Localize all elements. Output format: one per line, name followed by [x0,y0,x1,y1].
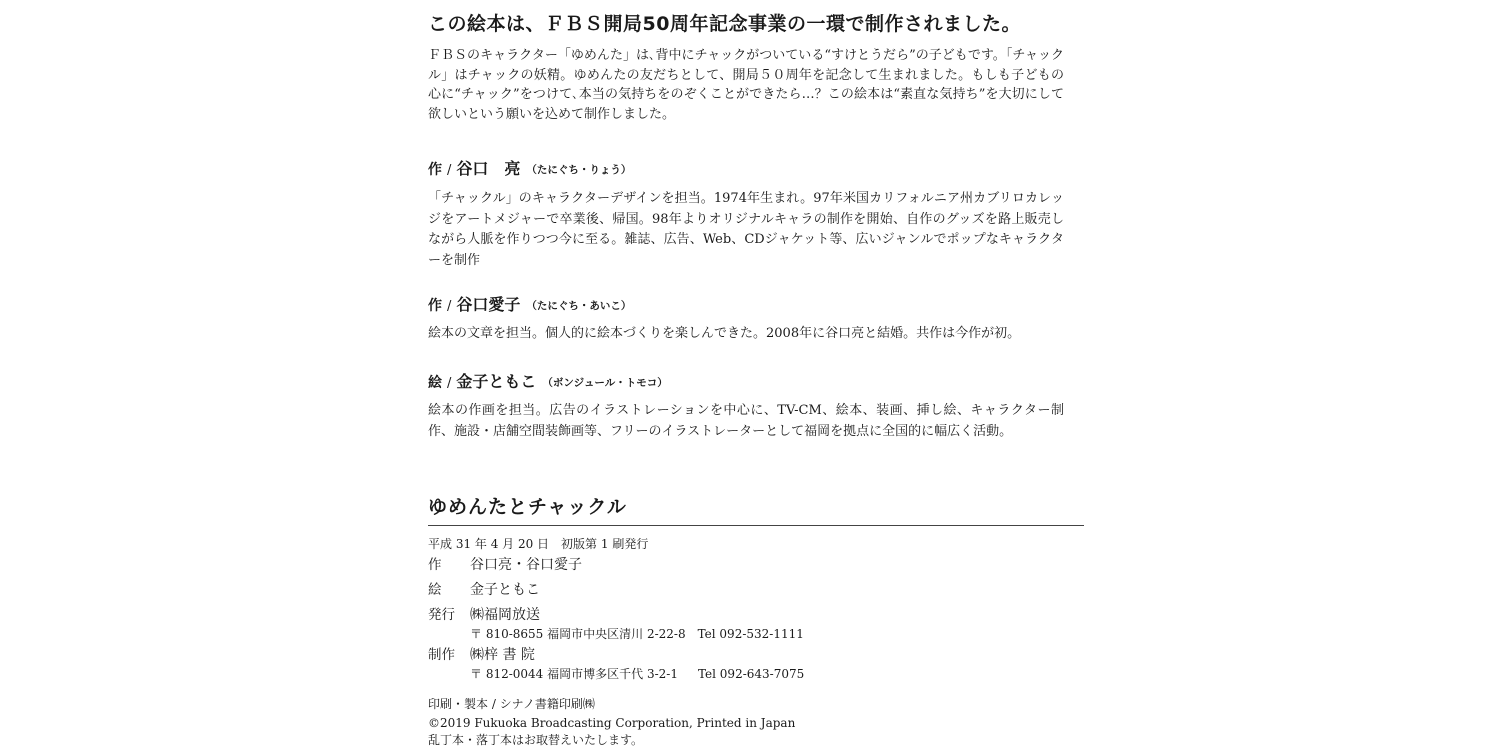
colophon-author-label: 作 [428,557,442,573]
credit-role: 絵 [428,375,442,391]
credit-bio-author-1: 「チャックル」のキャラクターデザインを担当。1974年生まれ。97年米国カリフォルニア州カブリロカレッジをアートメジャーで卒業後、帰国。98年よりオリジナルキャラの制作を開始、自作のグッズを路上販売しながら人脈を作りつつ今に至る。雑誌、広告、Web、CDジャケット等、広いジャンルでポップなキャラクターを制作 [428,191,1064,268]
intro-paragraph: ＦＢＳのキャラクター「ゆめんた」は､背中にチャックがついている“すけとうだら”の子どもです。「チャックル」はチャックの妖精。ゆめんたの友だちとして、開局５０周年を記念して生まれました。もしも子どもの心に“チャック”をつけて､本当の気持ちをのぞくことができたら…？この絵本は“素直な気持ち”を大切にして欲しいという願いを込めて制作しました。 [428,48,1064,122]
colophon-author-value: 谷口亮・谷口愛子 [470,557,582,573]
colophon-publisher-address-row [470,626,804,642]
credit-slash: / [447,163,452,178]
colophon-publisher-address: 〒 810-8655 福岡市中央区清川 2-22-8 [470,627,686,641]
credit-heading-author-1 [428,158,1084,182]
credit-bio-illustrator: 絵本の作画を担当。広告のイラストレーションを中心に、TV-CM、絵本、装画、挿し絵、キャラクター制作、施設・店舗空間装飾画等、フリーのイラストレーターとして福岡を拠点に全国的に幅広く活動。 [428,403,1064,439]
colophon-production-tel: Tel 092-643-7075 [697,667,805,681]
colophon-publisher-label: 発行 [428,607,455,623]
colophon-production-address: 〒 812-0044 福岡市博多区千代 3-2-1 [470,667,678,681]
colophon-publisher-tel: Tel 092-532-1111 [697,627,804,641]
credit-role: 作 [428,162,442,178]
credit-reading: （たにぐち・あいこ） [526,300,632,312]
credit-name: 谷口 亮 [456,159,521,178]
page-headline: この絵本は、ＦＢＳ開局50周年記念事業の一環で制作されました。 [428,13,1021,35]
colophon-publisher-value: ㈱福岡放送 [470,607,540,623]
credit-reading: （ボンジュール・トモコ） [542,377,668,389]
colophon-notice: 乱丁本・落丁本はお取替えいたします。 [428,733,644,747]
colophon-production-value: ㈱梓 書 院 [470,647,535,663]
credit-name: 金子ともこ [456,372,537,391]
credit-heading-author-2 [428,294,1084,318]
credit-name: 谷口愛子 [456,295,521,314]
colophon-production-label: 制作 [428,647,455,663]
credit-reading: （たにぐち・りょう） [526,164,632,176]
credit-role: 作 [428,298,442,314]
book-colophon-page [428,0,1084,750]
colophon-date-line: 平成 31 年 4 月 20 日 初版第 1 刷発行 [428,537,649,551]
colophon-production-address-row [470,666,804,682]
colophon-copyright: ©2019 Fukuoka Broadcasting Corporation, Printed in Japan [428,716,796,730]
colophon-illustrator-value: 金子ともこ [470,582,540,598]
credit-bio-author-2: 絵本の文章を担当。個人的に絵本づくりを楽しんできた。2008年に谷口亮と結婚。共作は今作が初。 [428,326,1021,341]
credit-slash: / [447,376,452,391]
colophon-printing: 印刷・製本 / シナノ書籍印刷㈱ [428,697,595,711]
credit-heading-illustrator [428,371,1084,395]
colophon-illustrator-label: 絵 [428,582,442,598]
book-title: ゆめんたとチャックル [428,496,627,518]
title-divider [428,525,1084,526]
credit-slash: / [447,299,452,314]
